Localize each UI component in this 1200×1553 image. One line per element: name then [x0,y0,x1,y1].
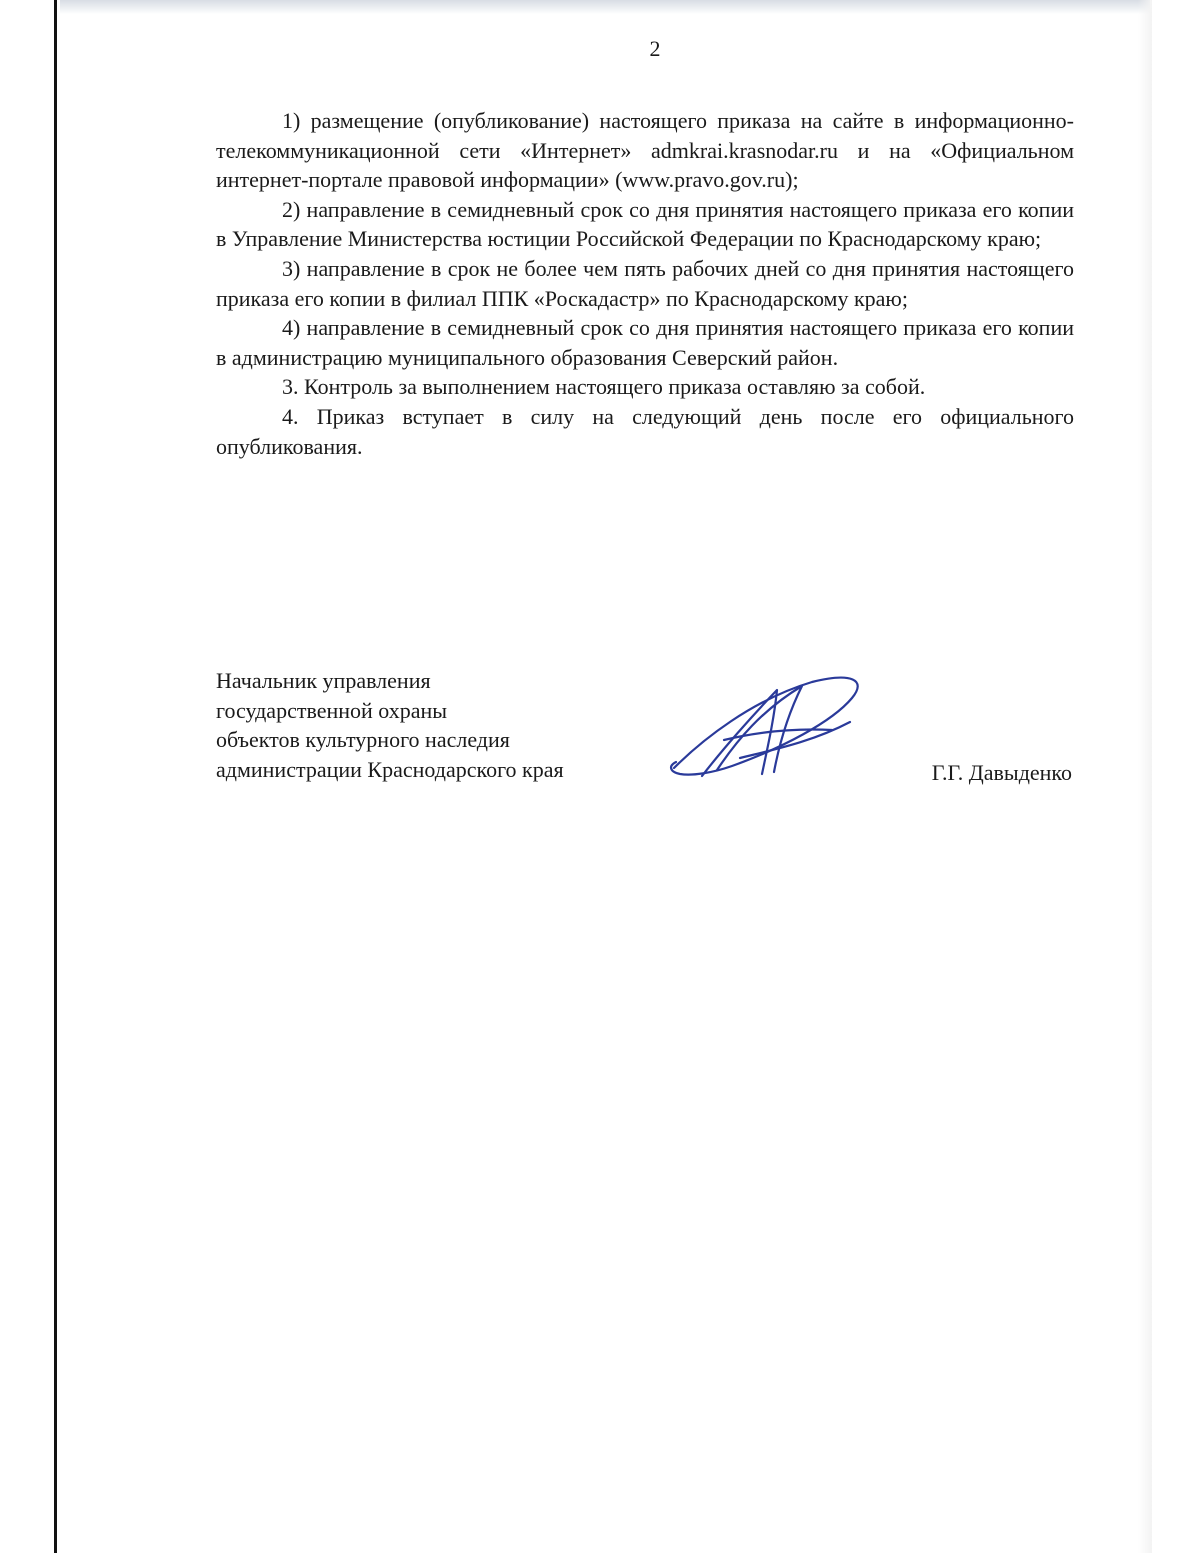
paragraph-2: 2) направление в семидневный срок со дня принятия настоящего приказа его копии в Управление Министерства юстиции Российской Федерации по Краснодарскому краю; [216,196,1074,252]
paragraph-6: 4. Приказ вступает в силу на следующий день после его официального опубликования. [216,403,1074,459]
paragraph-1: 1) размещение (опубликование) настоящего приказа на сайте в информационно-телекоммуникационной сети «Интернет» admkrai.krasnodar.ru и на «Официальном интернет-портале правовой информации» (www.pravo.gov.ru); [216,108,1074,193]
paragraph-4: 4) направление в семидневный срок со дня принятия настоящего приказа его копии в администрацию муниципального образования Северский район. [216,315,1074,370]
signatory-title: Начальник управления государственной охраны объектов культурного наследия администрации Краснодарского края [216,668,564,782]
paragraph-5: 3. Контроль за выполнением настоящего приказа оставляю за собой. [282,374,926,400]
scan-right-shadow [1138,0,1152,1553]
page-number: 2 [649,36,661,61]
paragraph-3: 3) направление в срок не более чем пять рабочих дней со дня принятия настоящего приказа его копии в филиал ППК «Роскадастр» по Краснодарскому краю; [216,255,1074,311]
signature-block [216,666,1076,806]
document-body [216,106,1074,461]
scan-top-shadow [60,0,1150,14]
signatory-name: Г.Г. Давыденко [931,760,1072,785]
handwritten-signature [662,670,872,790]
scan-left-edge [54,0,57,1553]
